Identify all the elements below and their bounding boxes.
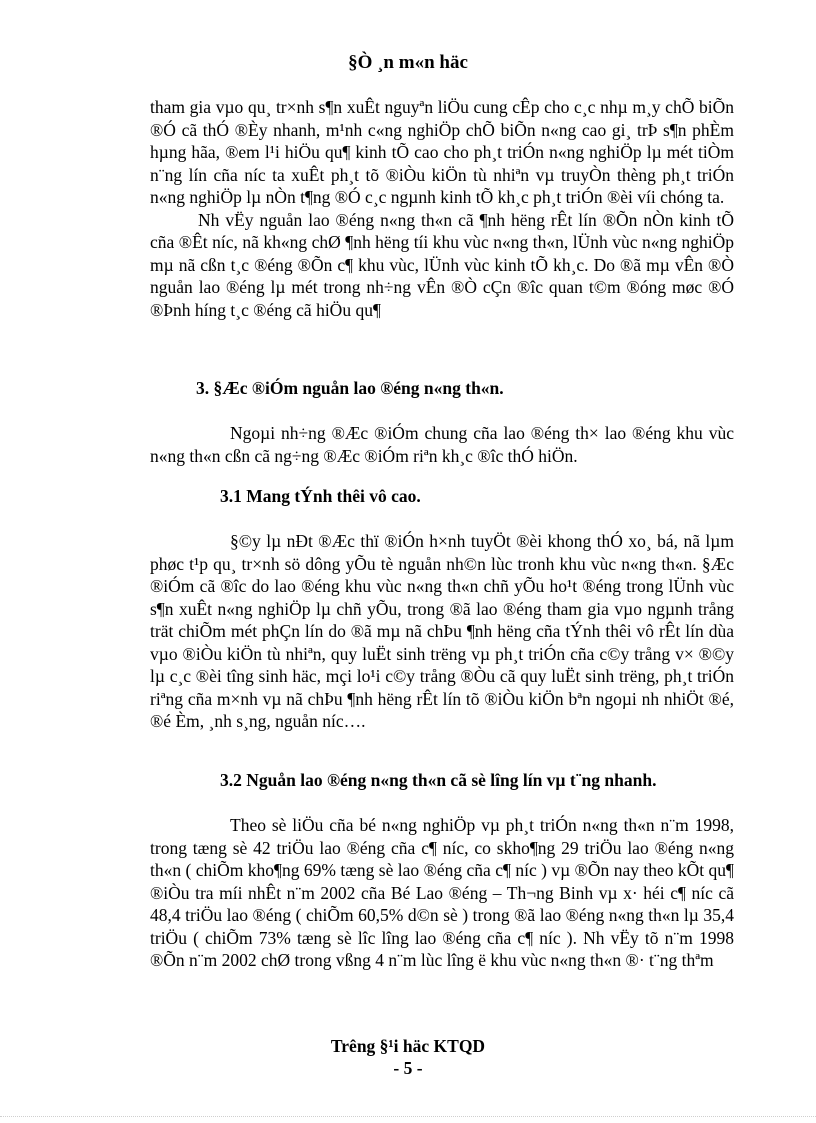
paragraph-block-4 xyxy=(150,814,734,972)
paragraph-statistics: Theo sè liÖu cña bé n«ng nghiÖp vµ ph¸t triÓn n«ng th«n n¨m 1998, trong tæng sè 42 triÖu lao ®éng cña c¶ níc, co skho¶ng 29 triÖu lao ®éng n«ng th«n ( chiÕm kho¶ng 69% tæng sè lao ®éng cña c¶ níc ) vµ ®Õn nay theo kÕt qu¶ ®iÒu tra míi nhÊt n¨m 2002 cña Bé Lao ®éng – Th¬ng Binh vµ x· héi c¶ níc cã 48,4 triÖu lao ®éng ( chiÕm 60,5% d©n sè ) trong ®ã lao ®éng n«ng th«n lµ 35,4 triÖu ( chiÕm 73% tæng sè lîc lîng lao ®éng cña c¶ níc ). Nh vËy tõ n¨m 1998 ®Õn n¨m 2002 chØ trong vßng 4 n¨m lùc lîng ë khu vùc n«ng th«n ®· t¨ng thªm xyxy=(150,815,734,970)
paragraph-block-1 xyxy=(150,96,734,321)
paragraph-characteristics-intro: Ngoµi nh÷ng ®Æc ®iÓm chung cña lao ®éng th× lao ®éng khu vùc n«ng th«n cßn cã ng÷ng ®Æc ®iÓm riªn kh¸c ®îc thÓ hiÖn. xyxy=(150,423,734,466)
paragraph-block-2 xyxy=(150,422,734,467)
paragraph-seasonality: §©y lµ nÐt ®Æc thï ®iÓn h×nh tuyÖt ®èi khong thÓ xo¸ bá, nã lµm phøc t¹p qu¸ tr×nh sö dông yÕu tè nguån nh©n lùc tronh khu vùc n«ng th«n. §Æc ®iÓm cã ®îc do lao ®éng khu vùc n«ng th«n chñ yÕu ho¹t ®éng trong lÜnh vùc s¶n xuÊt n«ng nghiÖp lµ chñ yÕu, trong ®ã lao ®éng tham gia vµo ngµnh trång trät chiÕm mét phÇn lín do ®ã mµ nã chÞu ¶nh hëng cña tÝnh thêi vô rÊt lín dùa vµo ®iÒu kiÖn tù nhiªn, quy luËt sinh trëng vµ ph¸t triÓn cña c©y trång v× ®©y lµ c¸c ®èi tîng sinh häc, mçi lo¹i c©y trång ®Òu cã quy luËt sinh trëng, ph¸t triÓn riªng cña m×nh vµ nã chÞu ¶nh hëng rÊt lín tõ ®iÒu kiÖn bªn ngoµi nh nhiÖt ®é, ®é Èm, ¸nh s¸ng, nguån níc…. xyxy=(150,531,734,731)
paragraph-labor-influence: Nh vËy nguån lao ®éng n«ng th«n cã ¶nh hëng rÊt lín ®Õn nÒn kinh tÕ cña ®Êt níc, nã kh«ng chØ ¶nh hëng tíi khu vùc n«ng th«n, lÜnh vùc n«ng nghiÖp mµ nã cßn t¸c ®éng ®Õn c¶ khu vùc, lÜnh vùc kinh tÕ kh¸c. Do ®ã mµ vÊn ®Ò nguån lao ®éng lµ mét trong nh÷ng vÊn ®Ò cÇn ®îc quan t©m ®óng møc ®Ó ®Þnh híng t¸c ®éng cã hiÖu qu¶ xyxy=(150,209,734,320)
footer-school-name: Trêng §¹i häc KTQD xyxy=(330,1036,486,1056)
page-bottom-divider xyxy=(0,1116,816,1117)
section-heading-3-2: 3.2 Nguån lao ®éng n«ng th«n cã sè lîng lín vµ t¨ng nhanh. xyxy=(220,770,657,790)
section-heading-3: 3. §Æc ®iÓm nguån lao ®éng n«ng th«n. xyxy=(196,378,504,398)
paragraph-block-3 xyxy=(150,530,734,733)
footer-page-number: - 5 - xyxy=(393,1058,423,1078)
page-header-title: §Ò ¸n m«n häc xyxy=(348,52,468,73)
paragraph-intro-continuation: tham gia vµo qu¸ tr×nh s¶n xuÊt nguyªn liÖu cung cÊp cho c¸c nhµ m¸y chÕ biÕn ®Ó cã thÓ ®Èy nhanh, m¹nh c«ng nghiÖp chÕ biÕn n«ng cao gi¸ trÞ s¶n phÈm hµng hãa, ®em l¹i hiÖu qu¶ kinh tÕ cao cho ph¸t triÓn n«ng nghiÖp lµ mét tiÒm n¨ng lín cña níc ta xuÊt ph¸t tõ ®iÒu kiÖn tù nhiªn vµ truyÒn thèng ph¸t triÓn n«ng nghiÖp lµ nÒn t¶ng ®Ó c¸c ngµnh kinh tÕ kh¸c ph¸t triÓn ®èi víi chóng ta. xyxy=(150,97,734,207)
section-heading-3-1: 3.1 Mang tÝnh thêi vô cao. xyxy=(220,486,421,506)
